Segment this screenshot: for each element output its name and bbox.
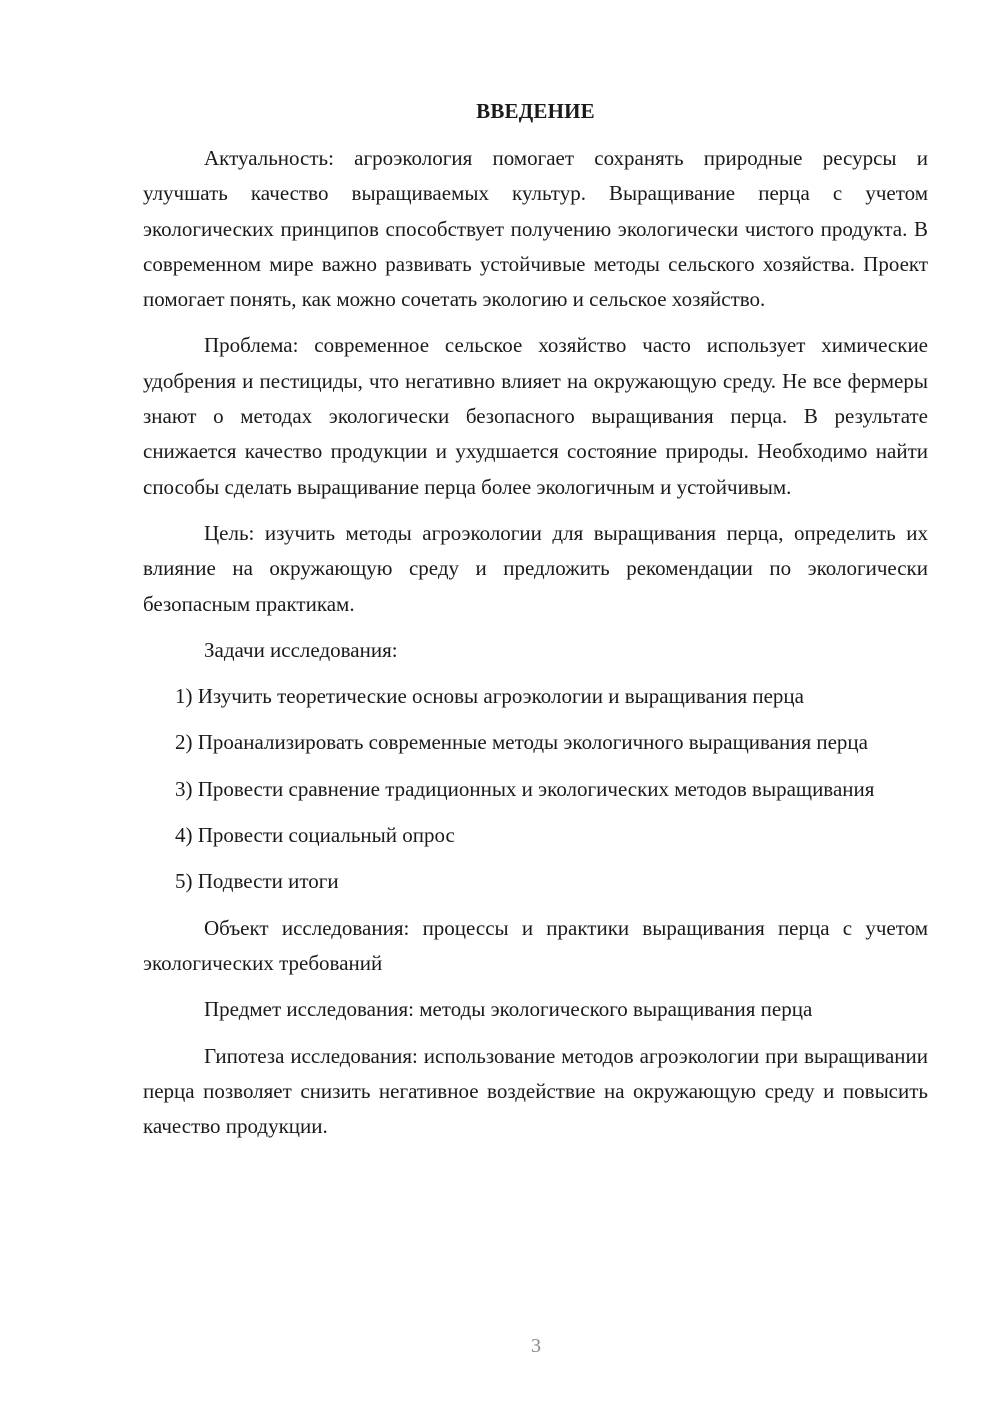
relevance-paragraph: Актуальность: агроэкология помогает сохранять природные ресурсы и улучшать качество выращиваемых культур. Выращивание перца с учетом экологических принципов способствует получению экологически чистого продукта. В современном мире важно развивать устойчивые методы сельского хозяйства. Проект помогает понять, как можно сочетать экологию и сельское хозяйство. bbox=[143, 146, 928, 312]
page-content bbox=[143, 95, 928, 1155]
problem-paragraph: Проблема: современное сельское хозяйство часто использует химические удобрения и пестициды, что негативно влияет на окружающую среду. Не все фермеры знают о методах экологически безопасного выращивания перца. В результате снижается качество продукции и ухудшается состояние природы. Необходимо найти способы сделать выращивание перца более экологичным и устойчивым. bbox=[143, 333, 928, 499]
object-paragraph: Объект исследования: процессы и практики выращивания перца с учетом экологических требований bbox=[143, 915, 928, 975]
task-item-2: 2) Проанализировать современные методы экологичного выращивания перца bbox=[175, 730, 868, 755]
task-item-1: 1) Изучить теоретические основы агроэкологии и выращивания перца bbox=[175, 684, 804, 709]
task-item-4: 4) Провести социальный опрос bbox=[175, 823, 455, 848]
page-number: 3 bbox=[531, 1335, 541, 1357]
task-item-3: 3) Провести сравнение традиционных и экологических методов выращивания bbox=[175, 776, 875, 801]
subject-paragraph: Предмет исследования: методы экологического выращивания перца bbox=[204, 997, 813, 1022]
hypothesis-paragraph: Гипотеза исследования: использование методов агроэкологии при выращивании перца позволяет снизить негативное воздействие на окружающую среду и повысить качество продукции. bbox=[143, 1043, 928, 1139]
task-item-5: 5) Подвести итоги bbox=[175, 869, 339, 894]
tasks-heading: Задачи исследования: bbox=[204, 637, 398, 662]
page-title: ВВЕДЕНИЕ bbox=[476, 99, 595, 123]
goal-paragraph: Цель: изучить методы агроэкологии для выращивания перца, определить их влияние на окружающую среду и предложить рекомендации по экологически безопасным практикам. bbox=[143, 520, 928, 616]
